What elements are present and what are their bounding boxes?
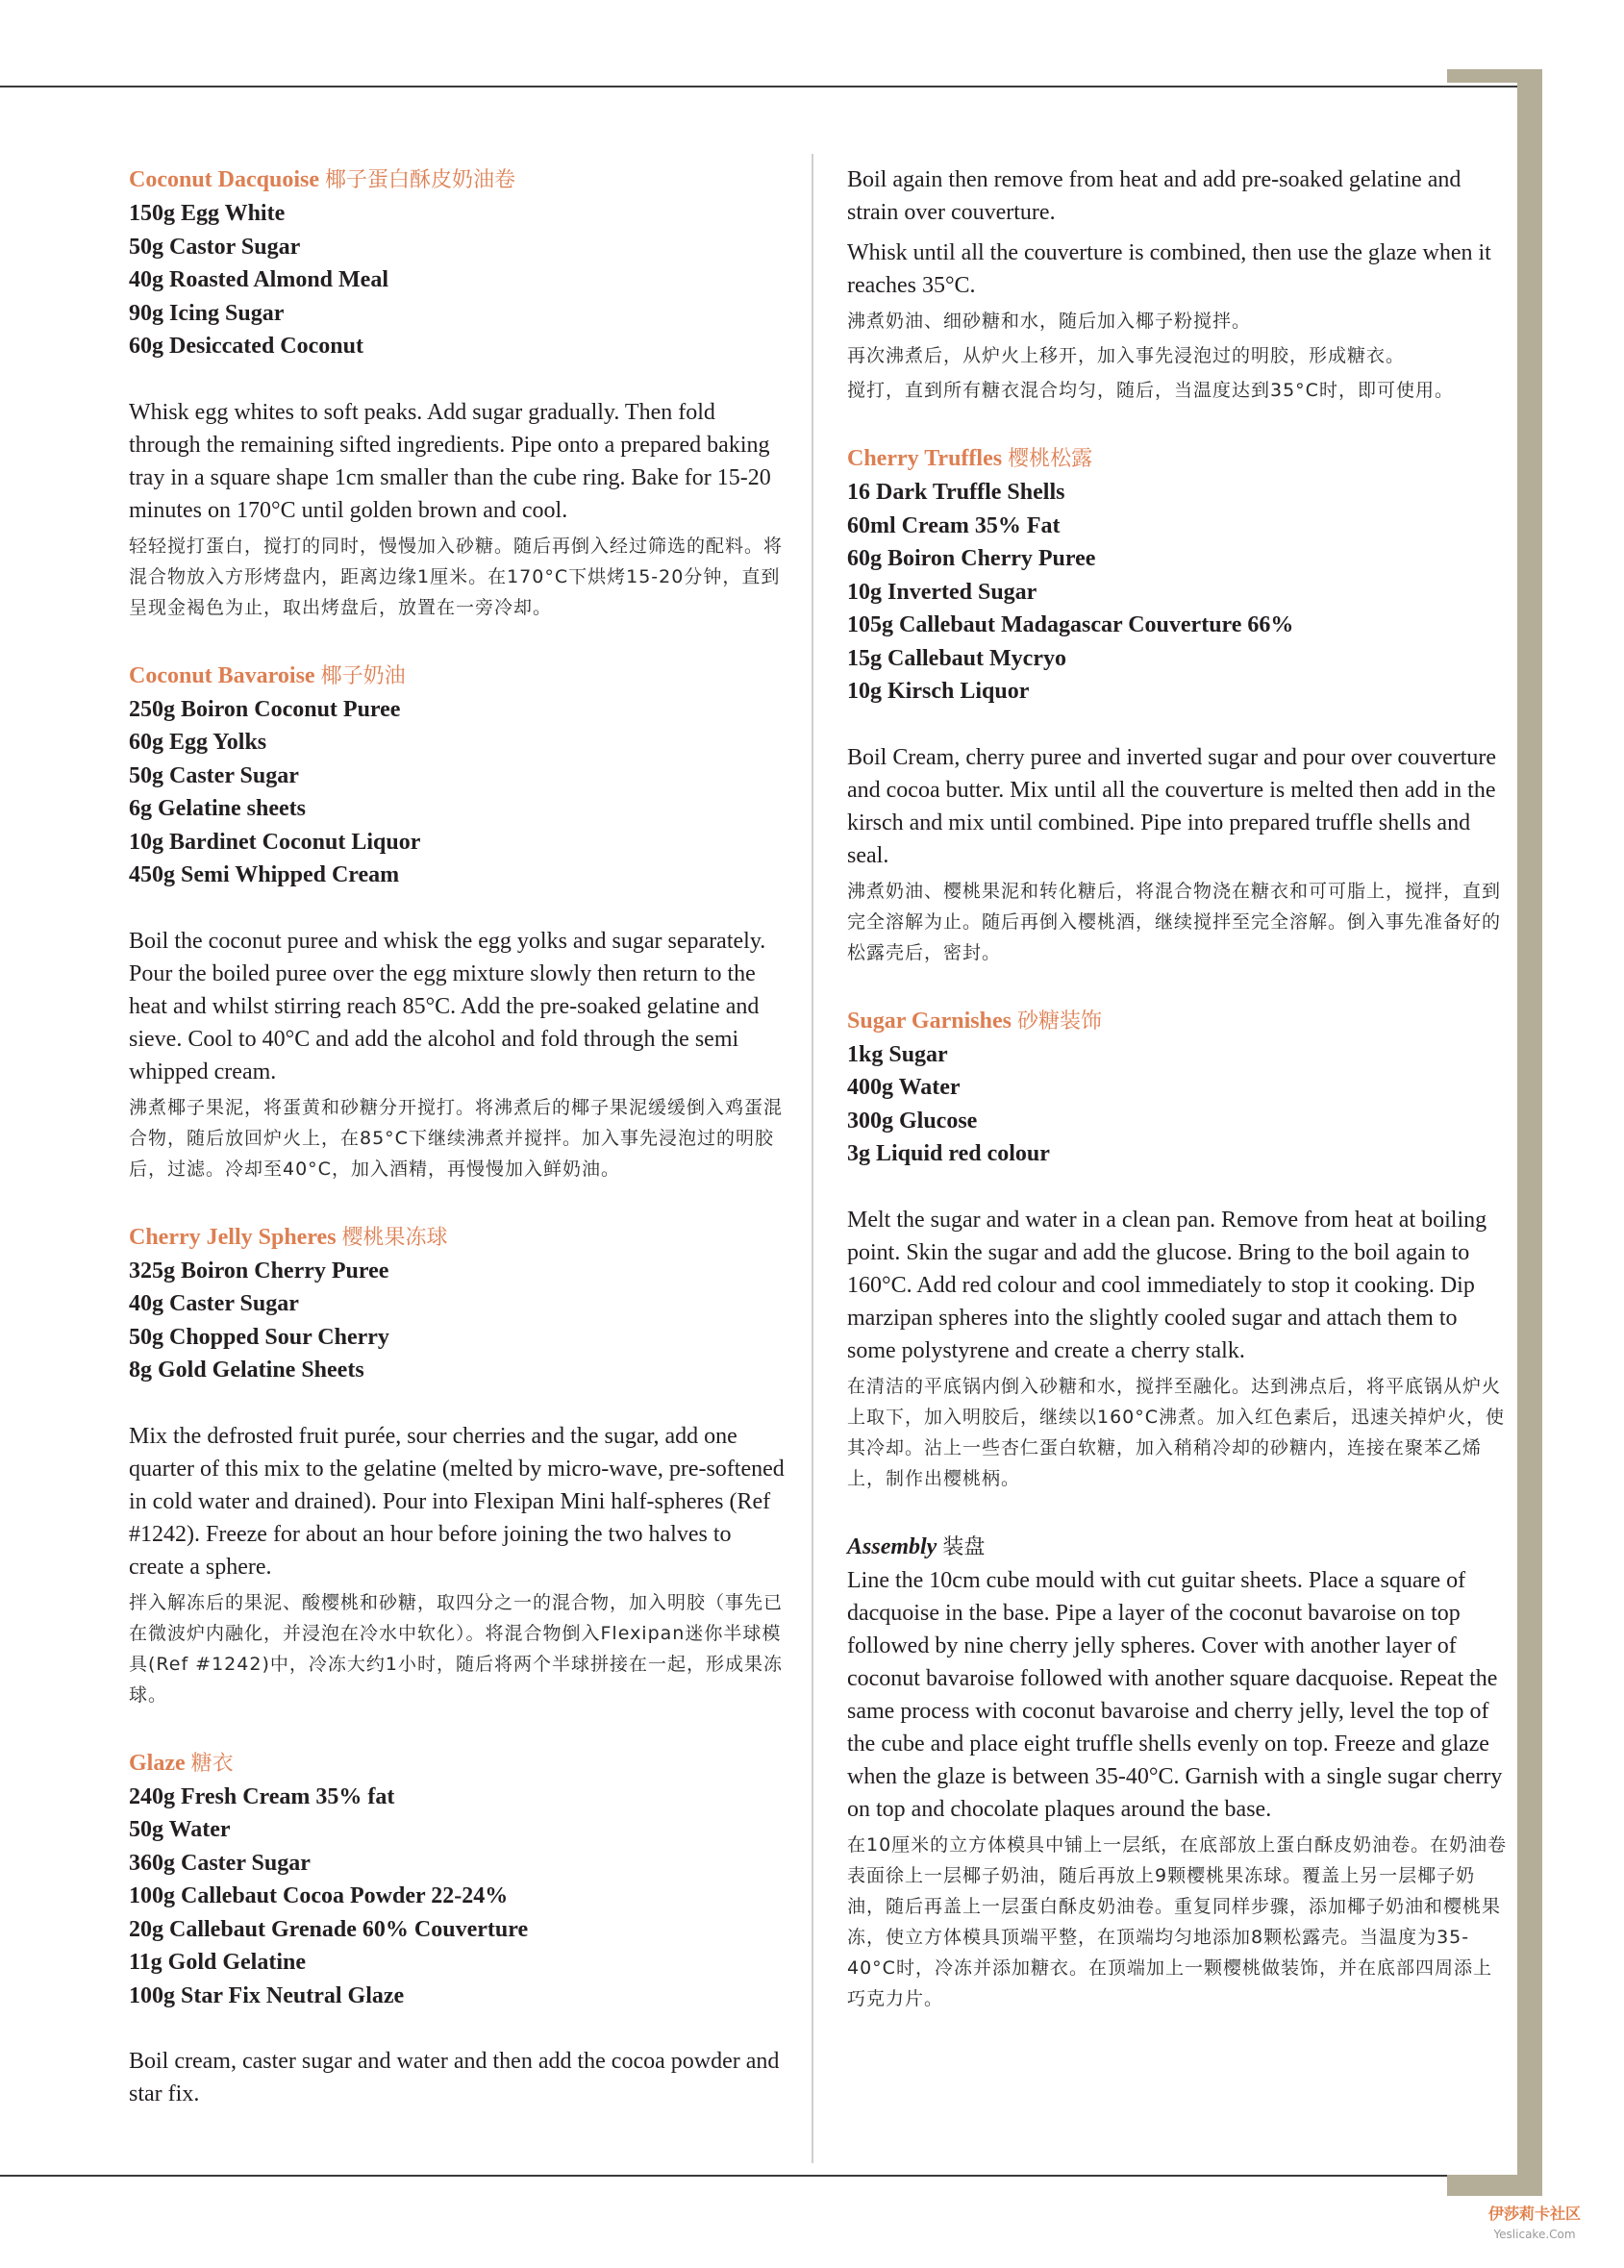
dacquoise-ingredients [129,197,787,363]
ingredient-item: 60g Boiron Cherry Puree [847,546,1096,571]
glaze-zh-2: 再次沸煮后，从炉火上移开，加入事先浸泡过的明胶，形成糖衣。 [847,345,1406,366]
ingredient-item: 150g Egg White [129,201,286,226]
header-rule [0,86,1529,87]
glaze-method-2: Boil again then remove from heat and add pre-soaked gelatine and strain over couverture. [847,167,1462,225]
title-zh: 椰子奶油 [320,663,406,688]
ingredient-item: 60g Desiccated Coconut [129,334,363,359]
assembly-section [847,1531,1511,2014]
column-divider [812,154,813,2163]
ingredient-item: 10g Inverted Sugar [847,579,1037,605]
truffles-method: Boil Cream, cherry puree and inverted sugar and pour over couverture and cocoa butter. Mix until all the couverture is melted then add in the kirsch and mix until combined. Pipe into prepared truffle shells and seal. [847,744,1497,868]
glaze-ingredients [129,1781,787,2013]
frame-bottom-corner [1447,2175,1542,2196]
truffles-ingredients [847,476,1511,709]
ingredient-item: 250g Boiron Coconut Puree [129,696,401,722]
ingredient-item: 450g Semi Whipped Cream [129,862,400,887]
glaze-method-3: Whisk until all the couverture is combined, then use the glaze when it reaches 35°C. [847,240,1491,298]
ingredient-item: 400g Water [847,1075,961,1100]
ingredient-item: 11g Gold Gelatine [129,1950,307,1975]
dacquoise-method-zh: 轻轻搅打蛋白，搅打的同时，慢慢加入砂糖。随后再倒入经过筛选的配料。将混合物放入方形烤盘内，距离边缘1厘米。在170°C下烘烤15-20分钟，直到呈现金褐色为止，取出烤盘后，放置在一旁冷却。 [129,535,784,618]
title-zh: 砂糖装饰 [1016,1009,1102,1034]
ingredient-item: 50g Caster Sugar [129,762,299,788]
title-zh: 樱桃果冻球 [341,1225,448,1250]
title-zh: 糖衣 [190,1751,234,1776]
watermark-en: Yeslicake.Com [1493,2228,1576,2241]
ingredient-item: 60ml Cream 35% Fat [847,512,1061,538]
left-column [129,163,787,2110]
truffles-section [847,442,1511,968]
ingredient-item: 90g Icing Sugar [129,300,285,326]
truffles-method-zh: 沸煮奶油、樱桃果泥和转化糖后，将混合物浇在糖衣和可可脂上，搅拌，直到完全溶解为止。随后再倒入樱桃酒，继续搅拌至完全溶解。倒入事先准备好的松露壳后，密封。 [847,880,1502,963]
title-en: Assembly [847,1533,937,1559]
glaze-continued-section [847,163,1511,406]
garnish-title [847,1005,1511,1038]
title-en: Glaze [129,1750,186,1776]
bavaroise-method: Boil the coconut puree and whisk the egg yolks and sugar separately. Pour the boiled puree over the egg mixture slowly then return to the heat and whilst stirring reach 85°C. Add the pre-soaked gelatine and sieve. Cool to 40°C and add the alcohol and fold through the semi whipped cream. [129,928,766,1084]
bavaroise-method-zh: 沸煮椰子果泥，将蛋黄和砂糖分开搅打。将沸煮后的椰子果泥缓缓倒入鸡蛋混合物，随后放回炉火上，在85°C下继续沸煮并搅拌。加入事先浸泡过的明胶后，过滤。冷却至40°C，加入酒精，再慢慢加入鲜奶油。 [129,1096,784,1180]
bavaroise-title [129,660,787,693]
ingredient-item: 40g Caster Sugar [129,1291,299,1316]
ingredient-item: 105g Callebaut Madagascar Couverture 66% [847,612,1294,637]
jelly-title [129,1221,787,1255]
footer-rule [0,2175,1447,2177]
ingredient-item: 100g Callebaut Cocoa Powder 22-24% [129,1883,509,1908]
ingredient-item: 6g Gelatine sheets [129,796,306,821]
title-en: Sugar Garnishes [847,1008,1012,1034]
ingredient-item: 325g Boiron Cherry Puree [129,1258,389,1284]
glaze-method: Boil cream, caster sugar and water and then add the cocoa powder and star fix. [129,2049,780,2106]
ingredient-item: 3g Liquid red colour [847,1141,1050,1166]
glaze-section [129,1747,787,2111]
glaze-zh-3: 搅打，直到所有糖衣混合均匀，随后，当温度达到35°C时，即可使用。 [847,380,1454,401]
dacquoise-method: Whisk egg whites to soft peaks. Add sugar gradually. Then fold through the remaining sifted ingredients. Pipe onto a prepared baking tray in a square shape 1cm smaller than the cube ring. Bake for 15-20 minutes on 170°C until golden brown and cool. [129,399,771,523]
ingredient-item: 16 Dark Truffle Shells [847,480,1065,505]
bavaroise-section [129,660,787,1184]
title-en: Coconut Bavaroise [129,662,315,688]
glaze-zh-1: 沸煮奶油、细砂糖和水，随后加入椰子粉搅拌。 [847,311,1252,332]
ingredient-item: 15g Callebaut Mycryo [847,645,1066,671]
garnish-method-zh: 在清洁的平底锅内倒入砂糖和水，搅拌至融化。达到沸点后，将平底锅从炉火上取下，加入明胶后，继续以160°C沸煮。加入红色素后，迅速关掉炉火，使其冷却。沾上一些杏仁蛋白软糖，加入稍稍冷却的砂糖内，连接在聚苯乙烯上，制作出樱桃柄。 [847,1375,1506,1489]
title-en: Coconut Dacquoise [129,167,320,192]
jelly-method-zh: 拌入解冻后的果泥、酸樱桃和砂糖，取四分之一的混合物，加入明胶（事先已在微波炉内融化，并浸泡在冷水中软化）。将混合物倒入Flexipan迷你半球模具(Ref #1242)中，冷冻大约1小时，随后将两个半球拼接在一起，形成果冻球。 [129,1591,784,1706]
garnish-method: Melt the sugar and water in a clean pan. Remove from heat at boiling point. Skin the sugar and add the glucose. Bring to the boil again to 160°C. Add red colour and cool immediately to stop it cooking. Dip marzipan spheres into the slightly cooled sugar and attach them to some polystyrene and create a cherry stalk. [847,1207,1487,1363]
title-en: Cherry Jelly Spheres [129,1224,337,1250]
frame-right-border [1517,69,1542,2196]
title-zh: 椰子蛋白酥皮奶油卷 [325,168,516,192]
jelly-section [129,1221,787,1710]
ingredient-item: 10g Kirsch Liquor [847,679,1030,704]
ingredient-item: 360g Caster Sugar [129,1850,311,1876]
title-zh: 装盘 [942,1534,986,1559]
assembly-method-zh: 在10厘米的立方体模具中铺上一层纸，在底部放上蛋白酥皮奶油卷。在奶油卷表面徐上一层椰子奶油，随后再放上9颗樱桃果冻球。覆盖上另一层椰子奶油，随后再盖上一层蛋白酥皮奶油卷。重复同样步骤，添加椰子奶油和樱桃果冻，使立方体模具顶端平整，在顶端均匀地添加8颗松露壳。当温度为35-40°C时，冷冻并添加糖衣。在顶端加上一颗樱桃做装饰，并在底部四周添上巧克力片。 [847,1833,1508,2009]
ingredient-item: 40g Roasted Almond Meal [129,267,388,292]
watermark-zh: 伊莎莉卡社区 [1488,2205,1582,2223]
ingredient-item: 1kg Sugar [847,1041,948,1067]
truffles-title [847,442,1511,476]
ingredient-item: 20g Callebaut Grenade 60% Couverture [129,1916,529,1942]
dacquoise-title [129,163,787,197]
right-column [847,163,1511,2014]
title-zh: 樱桃松露 [1008,447,1093,471]
title-en: Cherry Truffles [847,446,1003,471]
ingredient-item: 50g Chopped Sour Cherry [129,1324,389,1350]
ingredient-item: 300g Glucose [847,1108,978,1134]
site-watermark [1488,2202,1581,2241]
ingredient-item: 240g Fresh Cream 35% fat [129,1783,395,1809]
ingredient-item: 100g Star Fix Neutral Glaze [129,1982,405,2008]
bavaroise-ingredients [129,693,787,892]
glaze-title [129,1747,787,1781]
ingredient-item: 60g Egg Yolks [129,730,267,755]
ingredient-item: 50g Water [129,1817,231,1842]
assembly-title [847,1531,1511,1564]
jelly-method: Mix the defrosted fruit purée, sour cherries and the sugar, add one quarter of this mix to the gelatine (melted by micro-wave, pre-softened in cold water and drained). Pour into Flexipan Mini half-spheres (Ref #1242). Freeze for about an hour before joining the two halves to create a sphere. [129,1423,785,1580]
dacquoise-section [129,163,787,623]
garnish-ingredients [847,1038,1511,1171]
ingredient-item: 50g Castor Sugar [129,234,301,260]
ingredient-item: 8g Gold Gelatine Sheets [129,1358,364,1383]
assembly-method: Line the 10cm cube mould with cut guitar sheets. Place a square of dacquoise in the base. Pipe a layer of the coconut bavaroise on top followed by nine cherry jelly spheres. Cover with another layer of coconut bavaroise followed with another square dacquoise. Repeat the same process with coconut bavaroise and cherry jelly, level the top of the cube and place eight truffle shells evenly on top. Freeze and glaze when the glaze is between 35-40°C. Garnish with a single sugar cherry on top and chocolate plaques around the base. [847,1567,1503,1822]
jelly-ingredients [129,1255,787,1387]
ingredient-item: 10g Bardinet Coconut Liquor [129,829,421,855]
garnish-section [847,1005,1511,1494]
